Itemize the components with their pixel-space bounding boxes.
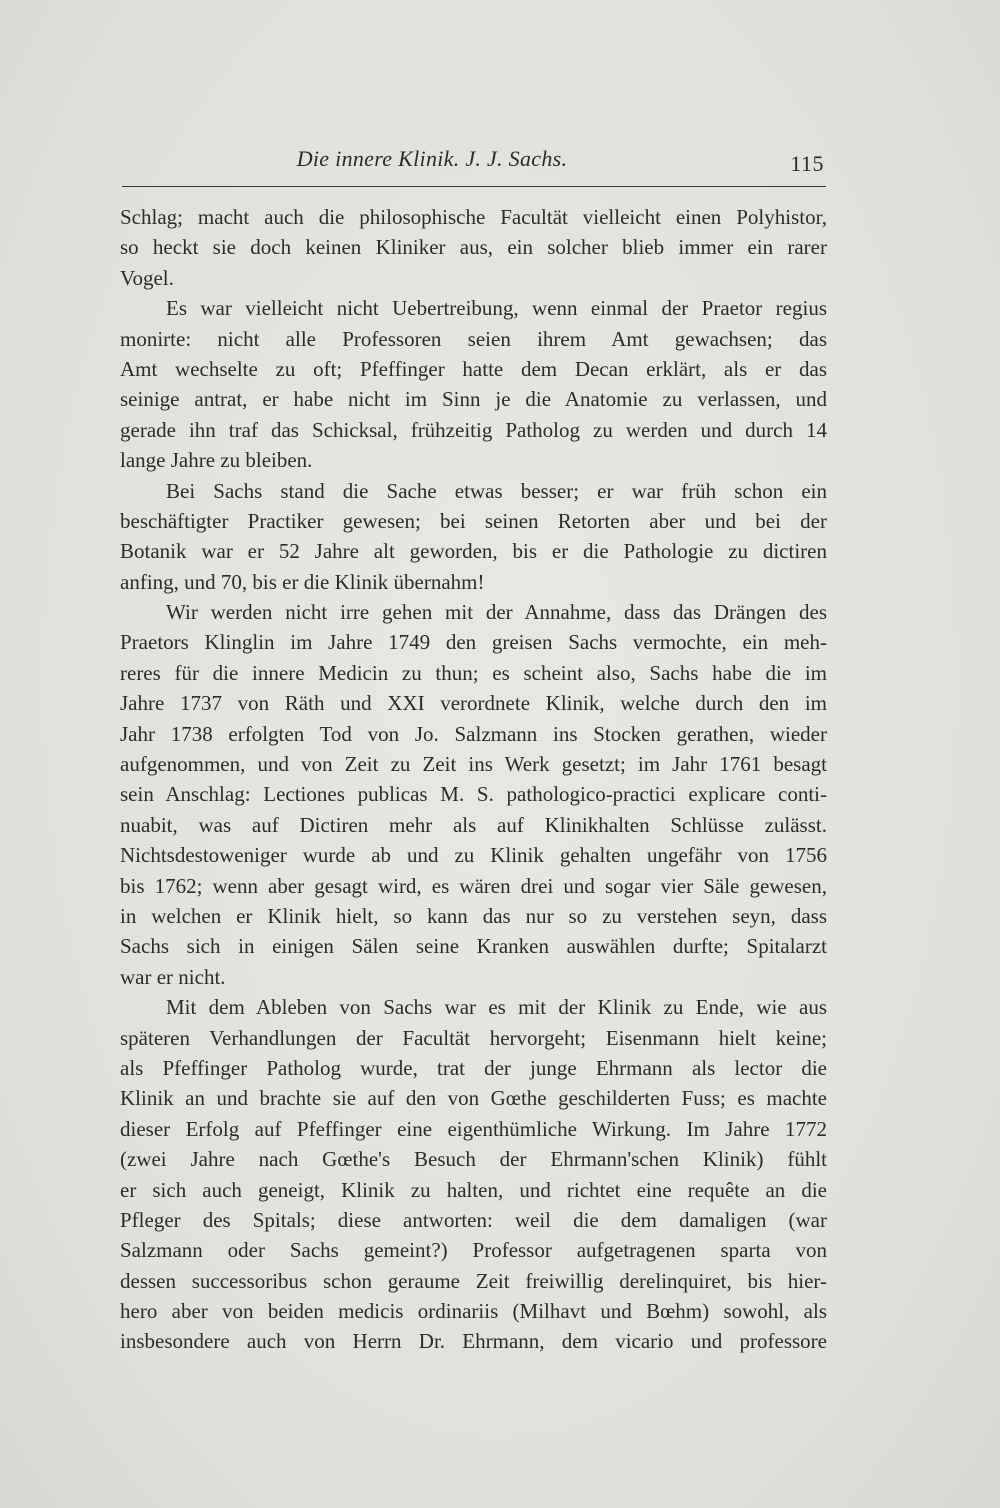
text-line: er sich auch geneigt, Klinik zu halten, und richtet eine requête an die — [120, 1177, 827, 1202]
text-line: lange Jahre zu bleiben. — [120, 448, 313, 473]
text-line: seinige antrat, er habe nicht im Sinn je die Anatomie zu verlassen, und — [120, 387, 827, 412]
text-line: Botanik war er 52 Jahre alt geworden, bis er die Pathologie zu dictiren — [120, 539, 827, 564]
text-line: monirte: nicht alle Professoren seien ihrem Amt gewachsen; das — [120, 326, 827, 351]
text-line: nuabit, was auf Dictiren mehr als auf Klinikhalten Schlüsse zulässt. — [120, 812, 827, 837]
text-line: so heckt sie doch keinen Kliniker aus, ein solcher blieb immer ein rarer — [120, 235, 827, 260]
text-line: (zwei Jahre nach Gœthe's Besuch der Ehrmann'schen Klinik) fühlt — [120, 1147, 827, 1172]
text-line: späteren Verhandlungen der Facultät hervorgeht; Eisenmann hielt keine; — [120, 1025, 827, 1050]
header-rule — [122, 186, 826, 187]
text-line: Jahre 1737 von Räth und XXI verordnete Klinik, welche durch den im — [120, 691, 827, 716]
text-line: Praetors Klinglin im Jahre 1749 den greisen Sachs vermochte, ein meh- — [120, 630, 827, 655]
text-line: dessen successoribus schon geraume Zeit freiwillig derelinquiret, bis hier- — [120, 1268, 827, 1293]
body-text — [120, 202, 827, 1357]
text-line: hero aber von beiden medicis ordinariis (Milhavt und Bœhm) sowohl, als — [120, 1299, 827, 1324]
page-number: 115 — [790, 151, 824, 176]
text-line: Nichtsdestoweniger wurde ab und zu Klinik gehalten ungefähr von 1756 — [120, 843, 827, 868]
text-line: Amt wechselte zu oft; Pfeffinger hatte dem Decan erklärt, als er das — [120, 356, 827, 381]
text-line: beschäftigter Practiker gewesen; bei seinen Retorten aber und bei der — [120, 508, 827, 533]
paragraph — [120, 293, 827, 475]
text-line: Vogel. — [120, 265, 174, 290]
text-line: anfing, und 70, bis er die Klinik übernahm! — [120, 569, 485, 594]
text-line: insbesondere auch von Herrn Dr. Ehrmann, dem vicario und professore — [120, 1329, 827, 1354]
text-line: Wir werden nicht irre gehen mit der Annahme, dass das Drängen des — [166, 600, 827, 625]
text-line: Mit dem Ableben von Sachs war es mit der Klinik zu Ende, wie aus — [166, 995, 827, 1020]
text-line: Klinik an und brachte sie auf den von Gœthe geschilderten Fuss; es machte — [120, 1086, 827, 1111]
text-line: Jahr 1738 erfolgten Tod von Jo. Salzmann ins Stocken gerathen, wieder — [120, 721, 827, 746]
text-line: Sachs sich in einigen Sälen seine Kranken auswählen durfte; Spitalarzt — [120, 934, 827, 959]
paragraph — [120, 597, 827, 992]
text-line: reres für die innere Medicin zu thun; es scheint also, Sachs habe die im — [120, 660, 827, 685]
text-line: Schlag; macht auch die philosophische Facultät vielleicht einen Polyhistor, — [120, 205, 827, 229]
paragraph — [120, 992, 827, 1357]
text-line: bis 1762; wenn aber gesagt wird, es wären drei und sogar vier Säle gewesen, — [120, 873, 827, 898]
text-line: gerade ihn traf das Schicksal, frühzeitig Patholog zu werden und durch 14 — [120, 417, 827, 442]
text-line: Es war vielleicht nicht Uebertreibung, wenn einmal der Praetor regius — [166, 296, 827, 321]
text-line: dieser Erfolg auf Pfeffinger eine eigenthümliche Wirkung. Im Jahre 1772 — [120, 1116, 827, 1141]
paragraph — [120, 202, 827, 293]
running-head — [122, 142, 828, 182]
text-line: aufgenommen, und von Zeit zu Zeit ins Werk gesetzt; im Jahr 1761 besagt — [120, 752, 827, 777]
text-line: war er nicht. — [120, 964, 226, 989]
running-title: Die innere Klinik. J. J. Sachs. — [296, 146, 568, 171]
text-line: Pfleger des Spitals; diese antworten: weil die dem damaligen (war — [120, 1207, 827, 1232]
paragraph — [120, 476, 827, 598]
text-line: Bei Sachs stand die Sache etwas besser; er war früh schon ein — [166, 478, 827, 503]
text-line: sein Anschlag: Lectiones publicas M. S. pathologico-practici explicare conti- — [120, 782, 827, 807]
text-line: als Pfeffinger Patholog wurde, trat der junge Ehrmann als lector die — [120, 1055, 827, 1080]
text-line: in welchen er Klinik hielt, so kann das nur so zu verstehen seyn, dass — [120, 903, 827, 928]
text-line: Salzmann oder Sachs gemeint?) Professor aufgetragenen sparta von — [120, 1238, 827, 1263]
